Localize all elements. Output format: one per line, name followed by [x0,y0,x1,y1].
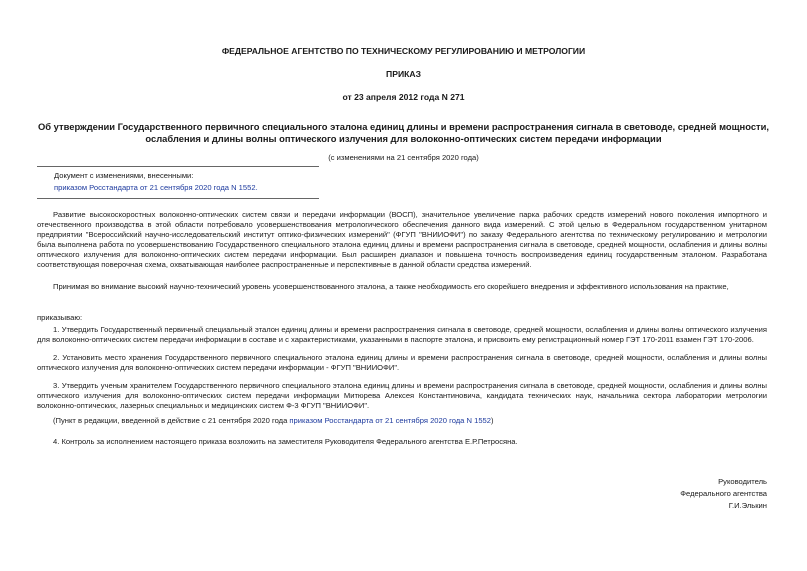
changes-link[interactable]: приказом Росстандарта от 21 сентября 2020 года N 1552. [54,183,258,192]
doc-title-line1: Об утверждении Государственного первичного специального эталона единиц длины и времени распространения сигнала в световоде, средней мощности, [37,121,769,132]
doc-title-line2: ослабления и длины волны оптического излучения для волоконно-оптических систем передачи информации [145,133,662,144]
signature-agency: Федерального агентства [680,489,767,498]
divider-top [37,166,319,167]
paragraph-intro: Развитие высокоскоростных волоконно-оптических систем связи и передачи информации (ВОСП), значительное увеличение парка рабочих средств измерений нового поколения импортного и отечественного производства в этой области потребовало усовершенствования метрологического обеспечения данного вида измерений. С этой целью в Федеральном государственном унитарном предприятии "Всероссийский научно-исследовательский институт оптико-физических измерений" (ФГУП "ВНИИОФИ") по заказу Федерального агентства по техническому регулированию и метрологии была выполнена работа по усовершенствованию Государственного специального эталона единиц длины и времени распространения сигнала в световоде, средней мощности, ослабления и длины волны оптического излучения для волоконно-оптических систем передачи информации. Был расширен диапазон и повышена точность воспроизведения единиц государственным эталоном. Разработана соответствующая поверочная схема, охватывающая наиболее распространенные и перспективные в данной области средства измерений. [37,210,767,269]
paragraph-considering: Принимая во внимание высокий научно-технический уровень усовершенствованного эталона, а также необходимость его скорейшего внедрения и эффективного использования на практике, [53,282,729,291]
order-item-1: 1. Утвердить Государственный первичный специальный эталон единиц длины и времени распространения сигнала в световоде, средней мощности, ослабления и длины волны оптического излучения для волоконно-оптических систем передачи информации в составе и с характеристиками, указанными в паспорте эталона, и присвоить ему регистрационный номер ГЭТ 170-2011 взамен ГЭТ 170-2006. [37,325,767,344]
item3-edit-note [37,416,767,426]
item3-note-link[interactable]: приказом Росстандарта от 21 сентября 2020 года N 1552 [289,416,491,425]
amended-note: (с изменениями на 21 сентября 2020 года) [328,153,479,162]
item3-note-prefix: (Пункт в редакции, введенной в действие с 21 сентября 2020 года [53,416,290,425]
doc-date-number: от 23 апреля 2012 года N 271 [342,92,465,102]
changes-label: Документ с изменениями, внесенными: [54,171,194,180]
signature-name: Г.И.Элькин [728,501,767,510]
order-item-2: 2. Установить место хранения Государственного первичного специального эталона единиц длины и времени распространения сигнала в световоде, средней мощности, ослабления и длины волны оптического излучения для волоконно-оптических систем передачи информации - ФГУП "ВНИИОФИ". [37,353,767,372]
order-item-4: 4. Контроль за исполнением настоящего приказа возложить на заместителя Руководителя Федерального агентства Е.Р.Петросяна. [53,437,518,446]
signature-block [680,476,767,512]
item3-note-suffix: ) [491,416,494,425]
order-item-3: 3. Утвердить ученым хранителем Государственного первичного специального эталона единиц длины и времени распространения сигнала в световоде, средней мощности, ослабления и длины волны оптического излучения для волоконно-оптических систем передачи информации Митюрева Алексея Константиновича, кандидата технических наук, начальника сектора лаборатории метрологии волоконно-оптических, лазерных специальных и медицинских систем Ф-3 ФГУП "ВНИИОФИ". [37,381,767,410]
signature-title: Руководитель [718,477,767,486]
divider-bottom [37,198,319,199]
agency-name: ФЕДЕРАЛЬНОЕ АГЕНТСТВО ПО ТЕХНИЧЕСКОМУ РЕГУЛИРОВАНИЮ И МЕТРОЛОГИИ [221,46,586,56]
order-word: приказываю: [37,313,83,322]
doc-type: ПРИКАЗ [386,69,421,79]
